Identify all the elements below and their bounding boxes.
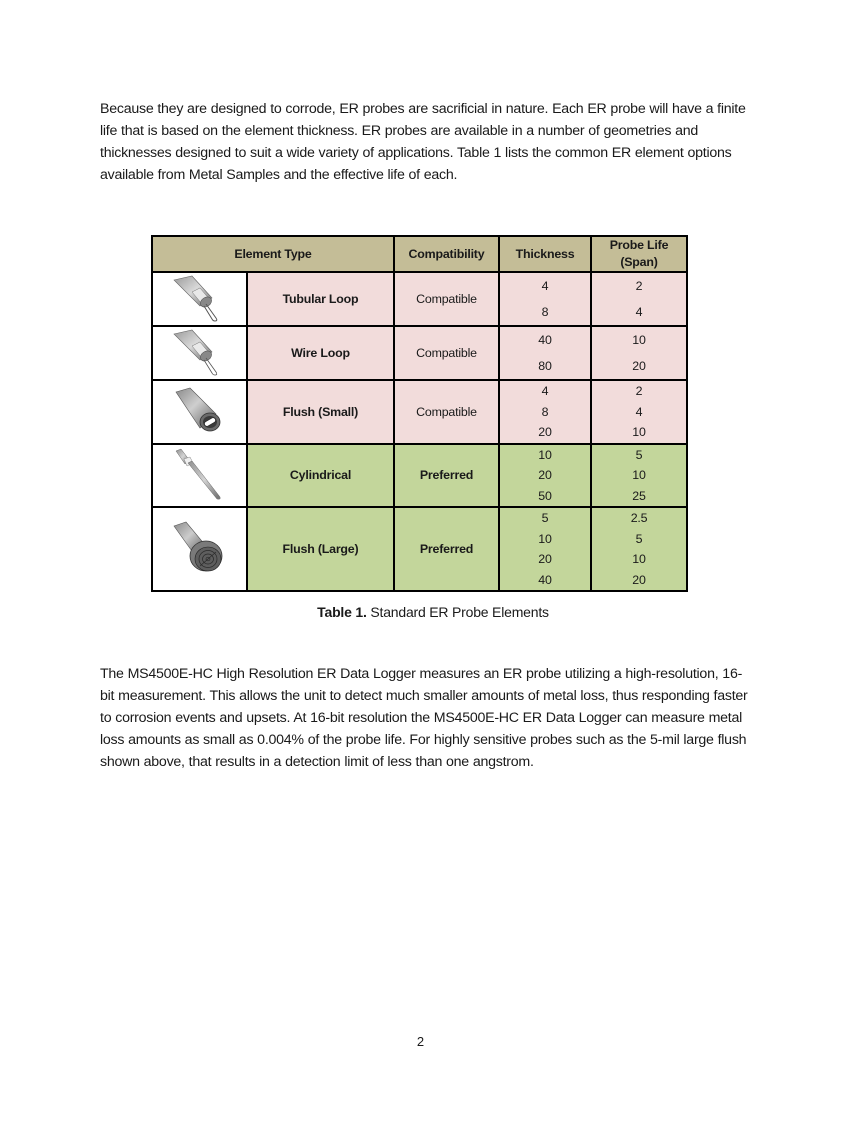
element-compatibility: Preferred: [394, 444, 499, 508]
probe-life-value: 5: [635, 447, 643, 462]
thickness-value: 8: [541, 404, 549, 419]
body-paragraph: The MS4500E-HC High Resolution ER Data Logger measures an ER probe utilizing a high-resolution, 16-bit measurement. This allows the unit to detect much smaller amounts of metal loss, thus responding faster to corrosion events and upsets. At 16-bit resolution the MS4500E-HC ER Data Logger can measure metal loss amounts as small as 0.004% of the probe life. For highly sensitive probes such as the 5-mil large flush shown above, that results in a detection limit of less than one angstrom.: [100, 666, 748, 770]
thickness-cell: [499, 444, 591, 508]
thickness-value: 40: [538, 333, 552, 347]
probe-life-cell: [591, 444, 687, 508]
probe-life-cell: [591, 380, 687, 444]
wire-loop-probe-image: [170, 328, 230, 378]
probe-life-value: 25: [632, 488, 646, 503]
probe-life-value: 2.5: [630, 511, 648, 525]
probe-life-value: 4: [635, 404, 643, 419]
page-number: 2: [416, 1034, 425, 1049]
thickness-value: 4: [541, 279, 549, 293]
table-row: [152, 444, 687, 508]
caption-text: Standard ER Probe Elements: [366, 604, 549, 620]
probe-life-value: 5: [635, 531, 643, 546]
element-compatibility: Compatible: [394, 380, 499, 444]
tubular-loop-probe-image: [170, 274, 230, 324]
probe-life-value: 10: [632, 552, 646, 566]
thickness-cell: [499, 507, 591, 591]
thickness-value: 20: [538, 468, 552, 482]
probe-life-value: 2: [635, 384, 643, 398]
table-caption: [0, 604, 866, 620]
header-element-type: Element Type: [152, 236, 394, 272]
probe-life-value: 10: [632, 333, 646, 347]
element-name: Tubular Loop: [247, 272, 394, 326]
thickness-value: 80: [538, 359, 552, 373]
element-name: Flush (Large): [247, 507, 394, 591]
element-compatibility: Compatible: [394, 272, 499, 326]
thickness-value: 8: [541, 305, 549, 319]
probe-life-cell: [591, 272, 687, 326]
table-row: [152, 380, 687, 444]
thickness-value: 40: [538, 572, 552, 587]
header-probe-life: Probe Life (Span): [591, 236, 687, 272]
probe-image-cell: [152, 380, 247, 444]
probe-life-value: 10: [632, 425, 646, 439]
table-header-row: [152, 236, 687, 272]
thickness-value: 10: [538, 531, 552, 546]
thickness-value: 5: [541, 511, 549, 525]
probe-life-value: 4: [635, 305, 643, 319]
element-name: Flush (Small): [247, 380, 394, 444]
element-compatibility: Preferred: [394, 507, 499, 591]
element-compatibility: Compatible: [394, 326, 499, 380]
probe-image-cell: [152, 326, 247, 380]
probe-life-value: 20: [632, 359, 646, 373]
element-name: Cylindrical: [247, 444, 394, 508]
thickness-value: 20: [538, 425, 552, 439]
header-compatibility: Compatibility: [394, 236, 499, 272]
table-row: [152, 326, 687, 380]
probe-image-cell: [152, 507, 247, 591]
flush-small-probe-image: [170, 386, 230, 438]
probe-life-cell: [591, 507, 687, 591]
thickness-cell: [499, 380, 591, 444]
probe-life-value: 2: [635, 279, 643, 293]
probe-image-cell: [152, 444, 247, 508]
header-thickness: Thickness: [499, 236, 591, 272]
caption-label: Table 1.: [317, 604, 367, 620]
cylindrical-probe-image: [170, 447, 230, 503]
intro-paragraph: Because they are designed to corrode, ER probes are sacrificial in nature. Each ER probe will have a finite life that is based on the element thickness. ER probes are available in a number of geometries and thicknesses designed to suit a wide variety of applications. Table 1 lists the common ER element options available from Metal Samples and the effective life of each.: [100, 101, 746, 183]
thickness-cell: [499, 272, 591, 326]
probe-life-value: 20: [632, 572, 646, 587]
flush-large-probe-image: [170, 518, 230, 580]
element-name: Wire Loop: [247, 326, 394, 380]
probe-life-cell: [591, 326, 687, 380]
table-row: [152, 272, 687, 326]
thickness-value: 4: [541, 384, 549, 398]
table-row: [152, 507, 687, 591]
probe-life-value: 10: [632, 468, 646, 482]
er-probe-elements-table: [151, 235, 688, 592]
thickness-cell: [499, 326, 591, 380]
probe-image-cell: [152, 272, 247, 326]
thickness-value: 10: [538, 447, 552, 462]
thickness-value: 50: [538, 488, 552, 503]
thickness-value: 20: [538, 552, 552, 566]
